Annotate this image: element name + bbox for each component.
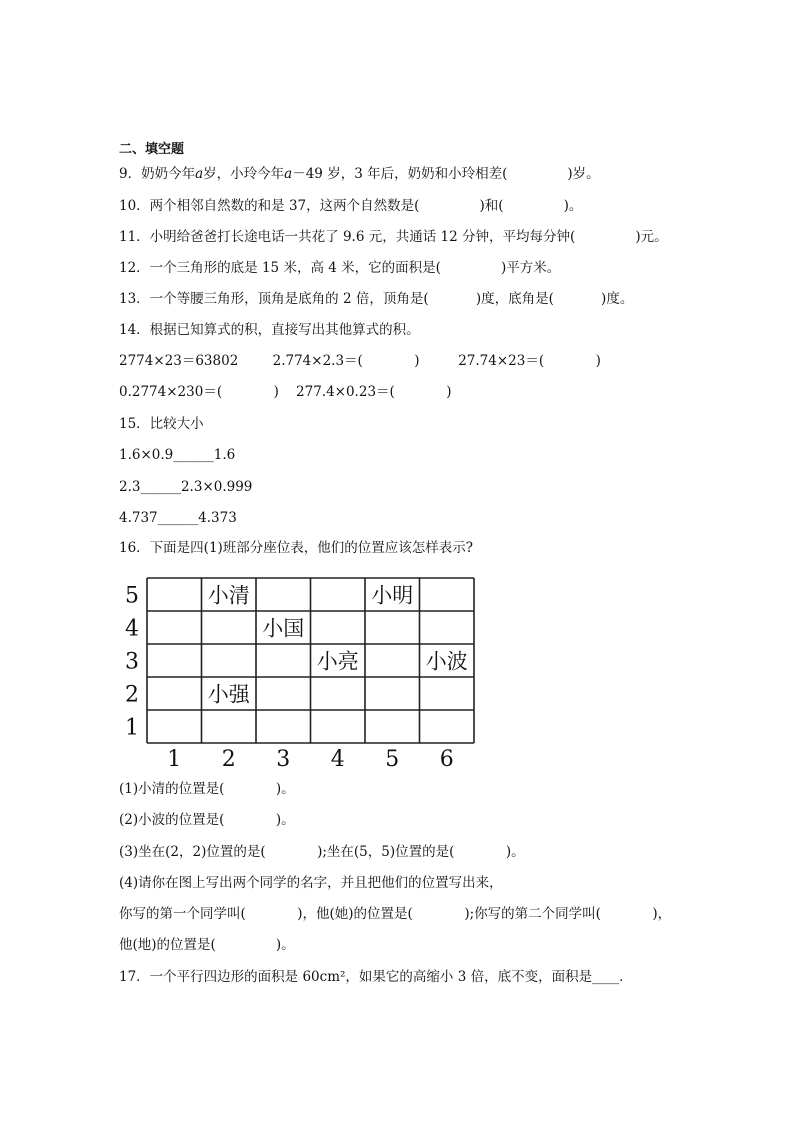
question-11: 11．小明给爸爸打长途电话一共花了 9.6 元，共通话 12 分钟，平均每分钟( )元。 [119, 229, 668, 245]
student-name: 小强 [207, 682, 250, 707]
student-name: 小国 [262, 616, 305, 641]
question-12: 12．一个三角形的底是 15 米，高 4 米，它的面积是( )平方米。 [119, 260, 561, 276]
seat-chart-column-labels [167, 747, 454, 770]
question-14-row1: 2774×23＝63802 2.774×2.3＝( ) 27.74×23＝( ) [119, 353, 601, 369]
seat-chart [119, 575, 489, 770]
question-15-item3: 4.737______4.373 [119, 510, 237, 526]
question-14-title: 14．根据已知算式的积，直接写出其他算式的积。 [119, 322, 420, 338]
question-10: 10．两个相邻自然数的和是 37，这两个自然数是( )和( )。 [119, 198, 583, 214]
question-13: 13．一个等腰三角形，顶角是底角的 2 倍，顶角是( )度，底角是( )度。 [119, 291, 634, 307]
seat-chart-students [208, 584, 468, 707]
question-16-title: 16．下面是四(1)班部分座位表，他们的位置应该怎样表示? [119, 540, 474, 556]
question-16-sub2: (2)小波的位置是( )。 [119, 812, 295, 828]
question-14-row2: 0.2774×230＝( ) 277.4×0.23＝( ) [119, 384, 452, 400]
question-16-sub3: (3)坐在(2，2)位置的是( );坐在(5，5)位置的是( )。 [119, 844, 525, 860]
question-9-part3: －49 岁，3 年后，奶奶和小玲相差( )岁。 [292, 166, 600, 182]
question-9-part2: 岁，小玲今年 [203, 166, 285, 182]
question-16-sub1: (1)小清的位置是( )。 [119, 781, 295, 797]
row-label: 4 [125, 616, 139, 642]
variable-a: a [195, 166, 204, 182]
seat-chart-row-labels [125, 584, 139, 741]
question-15-item2: 2.3______2.3×0.999 [119, 479, 253, 495]
student-name: 小明 [371, 583, 414, 608]
question-9 [119, 165, 600, 183]
column-label: 4 [330, 747, 345, 770]
question-17: 17．一个平行四边形的面积是 60cm²，如果它的高缩小 3 倍，底不变，面积是____． [119, 969, 633, 985]
column-label: 6 [439, 747, 454, 770]
column-label: 2 [221, 747, 236, 770]
question-16-sub4b: 你写的第一个同学叫( )，他(她)的位置是( );你写的第二个同学叫( )， [119, 906, 672, 922]
student-name: 小清 [207, 583, 250, 608]
column-label: 5 [385, 747, 400, 770]
column-label: 1 [167, 747, 182, 770]
question-16-sub4c: 他(地)的位置是( )。 [119, 937, 295, 953]
variable-a: a [284, 166, 293, 182]
question-9-part1: 9．奶奶今年 [119, 166, 196, 182]
question-15-title: 15．比较大小 [119, 416, 204, 432]
row-label: 5 [125, 583, 139, 609]
student-name: 小波 [425, 649, 468, 674]
row-label: 2 [125, 682, 139, 708]
row-label: 3 [125, 649, 139, 675]
student-name: 小亮 [316, 649, 359, 674]
row-label: 1 [125, 715, 139, 741]
section-heading: 二、填空题 [119, 142, 185, 157]
question-15-item1: 1.6×0.9______1.6 [119, 447, 236, 463]
question-16-sub4: (4)请你在图上写出两个同学的名字，并且把他们的位置写出来， [119, 875, 503, 891]
column-label: 3 [276, 747, 291, 770]
